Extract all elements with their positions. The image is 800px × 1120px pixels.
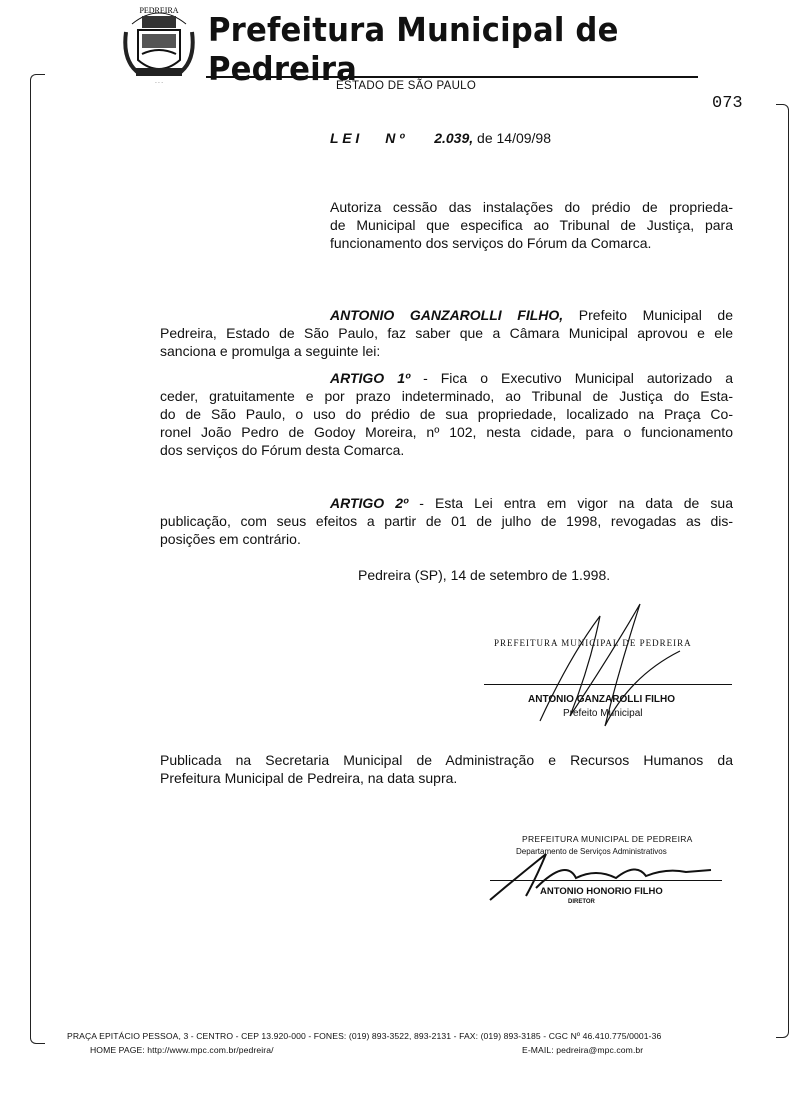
place-date: Pedreira (SP), 14 de setembro de 1.998. (358, 567, 611, 583)
svg-text:· · ·: · · · (155, 80, 163, 86)
page-frame-left (30, 74, 45, 1044)
ementa (330, 198, 733, 252)
law-number-value: 2.039, (434, 130, 474, 146)
artigo-1 (160, 369, 733, 459)
signature-2-stamp: PREFEITURA MUNICIPAL DE PEDREIRA (522, 834, 693, 844)
signature-2-handwriting (486, 848, 716, 904)
footer-homepage: HOME PAGE: http://www.mpc.com.br/pedreira/ (90, 1045, 274, 1055)
publication-note (160, 751, 733, 787)
signature-2-name: ANTONIO HONORIO FILHO (540, 886, 663, 897)
ementa-line: funcionamento dos serviços do Fórum da Comarca. (330, 235, 652, 251)
artigo-2 (160, 494, 733, 548)
lei-label: L E I (330, 130, 360, 146)
preamble-line (160, 306, 733, 324)
ementa-line: Autoriza cessão das instalações do prédio de proprieda- (330, 199, 733, 215)
signature-2-role: DIRETOR (568, 899, 595, 905)
svg-text:PEDREIRA: PEDREIRA (139, 6, 179, 15)
ementa-line: de Municipal que especifica ao Tribunal de Justiça, para (330, 217, 733, 233)
artigo-1-line: ceder, gratuitamente e por prazo indeterminado, ao Tribunal de Justiça do Esta- (160, 388, 733, 404)
law-date: de 14/09/98 (473, 130, 552, 146)
signature-1-stamp: PREFEITURA MUNICIPAL DE PEDREIRA (494, 638, 692, 648)
artigo-1-line: ronel João Pedro de Godoy Moreira, nº 102, nesta cidade, para o funcionamento (160, 424, 733, 440)
signature-1-handwriting (530, 596, 690, 736)
signature-1-role: Prefeito Municipal (563, 708, 643, 719)
municipal-crest-logo (118, 2, 200, 92)
state-subtitle: ESTADO DE SÃO PAULO (336, 80, 477, 92)
numero-label: N º (385, 130, 405, 146)
page-number: 073 (712, 94, 743, 113)
publication-line: Prefeitura Municipal de Pedreira, na data supra. (160, 770, 458, 786)
footer-email: E-MAIL: pedreira@mpc.com.br (522, 1045, 644, 1055)
mayor-name: ANTONIO GANZAROLLI FILHO, (330, 307, 564, 323)
artigo-1-label: ARTIGO 1º (330, 370, 411, 386)
artigo-2-text: - Esta Lei entra em vigor na data de sua (408, 495, 733, 511)
artigo-2-line (160, 494, 733, 512)
artigo-2-line: posições em contrário. (160, 531, 301, 547)
artigo-2-line: publicação, com seus efeitos a partir de 01 de julho de 1998, revogadas as dis- (160, 513, 733, 529)
artigo-1-line: dos serviços do Fórum desta Comarca. (160, 442, 405, 458)
law-number (330, 130, 551, 146)
preamble (160, 306, 733, 360)
artigo-1-line (160, 369, 733, 387)
artigo-1-line: do de São Paulo, o uso do prédio de sua propriedade, localizado na Praça Co- (160, 406, 733, 422)
artigo-1-text: - Fica o Executivo Municipal autorizado a (410, 370, 733, 386)
preamble-line: sanciona e promulga a seguinte lei: (160, 343, 381, 359)
preamble-line: Pedreira, Estado de São Paulo, faz saber que a Câmara Municipal aprovou e ele (160, 325, 733, 341)
signature-1-name: ANTONIO GANZAROLLI FILHO (528, 694, 676, 705)
page-title: Prefeitura Municipal de Pedreira (208, 10, 619, 88)
signature-2-department: Departamento de Serviços Administrativos (516, 847, 667, 856)
artigo-2-label: ARTIGO 2º (330, 495, 409, 511)
page-frame-right (776, 104, 789, 1038)
title-rule (206, 76, 698, 78)
publication-line: Publicada na Secretaria Municipal de Administração e Recursos Humanos da (160, 752, 733, 768)
preamble-text: Prefeito Municipal de (563, 307, 733, 323)
footer-address: PRAÇA EPITÁCIO PESSOA, 3 - CENTRO - CEP 13.920-000 - FONES: (019) 893-3522, 893-2131 - FAX: (019) 893-3185 - CGC Nº 46.410.775/0001-36 (67, 1031, 662, 1041)
